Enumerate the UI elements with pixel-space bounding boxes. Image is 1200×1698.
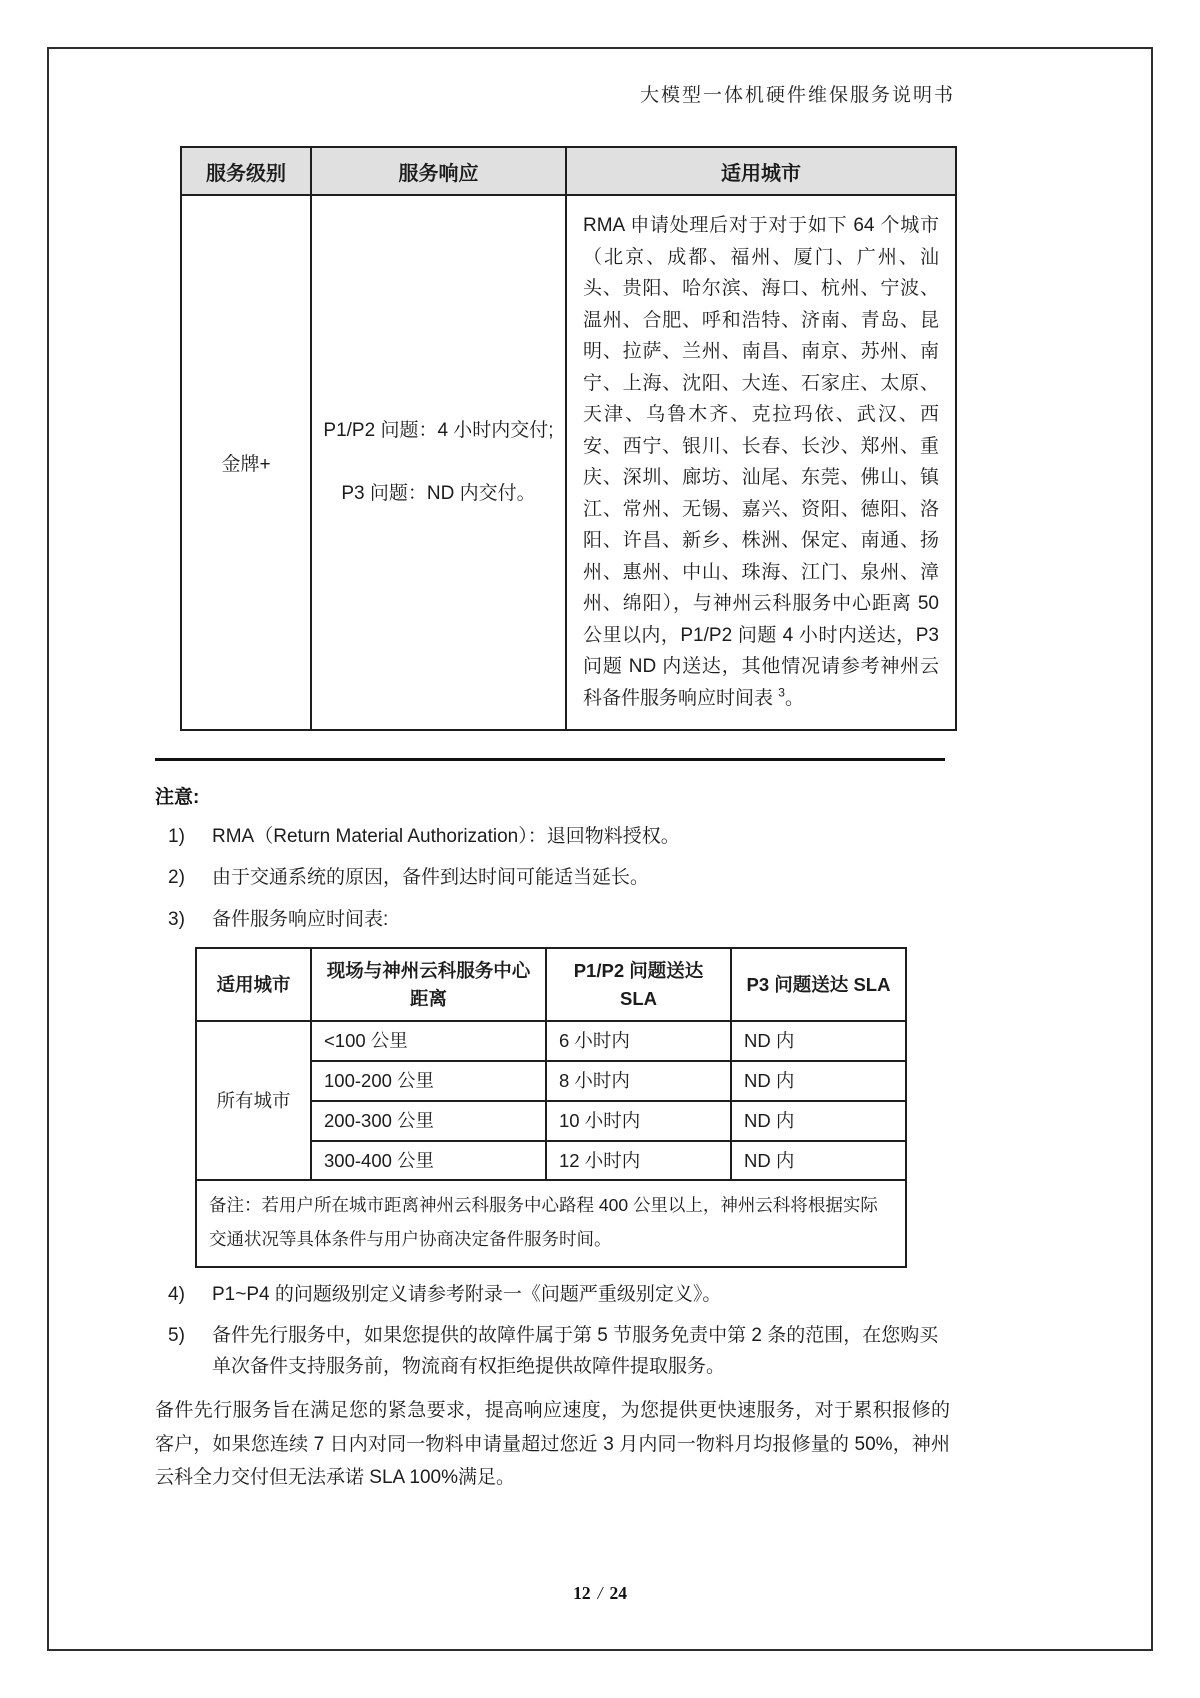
note-item-5 [155, 1321, 955, 1383]
service-level-cell: 金牌+ [181, 195, 311, 730]
distance-cell: 200-300 公里 [311, 1101, 546, 1141]
distance-cell: <100 公里 [311, 1021, 546, 1061]
cities-text: RMA 申请处理后对于对于如下 64 个城市（北京、成都、福州、厦门、广州、汕头、贵阳、哈尔滨、海口、杭州、宁波、温州、合肥、呼和浩特、济南、青岛、昆明、拉萨、兰州、南昌、南京、苏州、南宁、上海、沈阳、大连、石家庄、太原、天津、乌鲁木齐、克拉玛依、武汉、西安、西宁、银川、长春、长沙、郑州、重庆、深圳、廊坊、汕尾、东莞、佛山、镇江、常州、无锡、嘉兴、资阳、德阳、洛阳、许昌、新乡、株洲、保定、南通、扬州、惠州、中山、珠海、江门、泉州、漳州、绵阳），与神州云科服务中心距离 50 公里以内，P1/P2 问题 4 小时内送达，P3 问题 ND 内送达，其他情况请参考神州云科备件服务响应时间表 [583, 215, 939, 709]
header-line: 适用城市 [216, 973, 291, 995]
sla-p1p2-header-cell [546, 948, 731, 1022]
note-item-3 [155, 905, 955, 936]
response-p1p2-text: P1/P2 问题：4 小时内交付; [323, 420, 554, 442]
city-scope-cell: 所有城市 [196, 1021, 311, 1180]
note-item-4 [155, 1280, 955, 1311]
header-line: SLA [620, 987, 657, 1009]
service-response-cell [311, 195, 566, 730]
service-table-header-row [181, 147, 956, 195]
note-number: 4) [168, 1283, 185, 1305]
note-number: 2) [168, 867, 185, 889]
service-level-header-cell: 服务级别 [181, 147, 311, 195]
p3-sla-cell: ND 内 [731, 1101, 906, 1141]
sla-distance-header-cell [311, 948, 546, 1022]
closing-paragraph: 备件先行服务旨在满足您的紧急要求，提高响应速度，为您提供更快速服务，对于累积报修的客户，如果您连续 7 日内对同一物料申请量超过您近 3 月内同一物料月均报修量的 50%，神州云科全力交付但无法承诺 SLA 100%满足。 [155, 1399, 950, 1489]
applicable-cities-header-cell: 适用城市 [566, 147, 956, 195]
footnote-superscript: 3 [778, 685, 785, 700]
page-number-total: 24 [609, 1583, 627, 1603]
page-number-separator: / [597, 1583, 603, 1603]
service-level-table [180, 146, 957, 731]
note-item-2 [155, 863, 955, 894]
note-text: 备件先行服务中，如果您提供的故障件属于第 5 节服务免责中第 2 条的范围，在您购买单次备件支持服务前，物流商有权拒绝提供故障件提取服务。 [212, 1325, 939, 1378]
distance-cell: 300-400 公里 [311, 1141, 546, 1181]
sla-row-1 [196, 1021, 906, 1061]
note-number: 3) [168, 909, 185, 931]
sla-table-header-row [196, 948, 906, 1022]
header-line: 距离 [409, 987, 447, 1009]
service-response-header-cell: 服务响应 [311, 147, 566, 195]
sla-response-time-table [195, 947, 907, 1268]
p1p2-sla-cell: 8 小时内 [546, 1061, 731, 1101]
notes-title: 注意: [155, 786, 200, 808]
p3-sla-cell: ND 内 [731, 1141, 906, 1181]
p1p2-sla-cell: 6 小时内 [546, 1021, 731, 1061]
header-line: P1/P2 问题送达 [573, 959, 704, 981]
note-number: 1) [168, 825, 185, 847]
distance-cell: 100-200 公里 [311, 1061, 546, 1101]
page-content [155, 146, 955, 1495]
note-item-1 [155, 822, 955, 853]
page-footer [0, 1583, 1200, 1604]
page-number-current: 12 [573, 1583, 591, 1603]
header-line: P3 问题送达 SLA [746, 973, 891, 995]
header-title: 大模型一体机硬件维保服务说明书 [639, 85, 955, 106]
note-text: 由于交通系统的原因，备件到达时间可能适当延长。 [212, 867, 650, 889]
applicable-cities-cell [566, 195, 956, 730]
p3-sla-cell: ND 内 [731, 1021, 906, 1061]
note-text: P1~P4 的问题级别定义请参考附录一《问题严重级别定义》。 [212, 1283, 722, 1305]
service-table-body-row [181, 195, 956, 730]
cities-text-end: 。 [784, 687, 804, 709]
sla-city-header-cell [196, 948, 311, 1022]
note-text: 备件服务响应时间表: [212, 909, 389, 931]
note-text: RMA（Return Material Authorization）：退回物料授权。 [212, 825, 680, 847]
p3-sla-cell: ND 内 [731, 1061, 906, 1101]
header-line: 现场与神州云科服务中心 [326, 959, 531, 981]
section-divider [155, 758, 945, 761]
response-p3-text: P3 问题：ND 内交付。 [341, 482, 536, 504]
p1p2-sla-cell: 10 小时内 [546, 1101, 731, 1141]
note-number: 5) [168, 1325, 185, 1347]
sla-remark-row [196, 1180, 906, 1266]
sla-p3-header-cell [731, 948, 906, 1022]
p1p2-sla-cell: 12 小时内 [546, 1141, 731, 1181]
remark-cell: 备注：若用户所在城市距离神州云科服务中心路程 400 公里以上，神州云科将根据实际交通状况等具体条件与用户协商决定备件服务时间。 [196, 1180, 906, 1266]
